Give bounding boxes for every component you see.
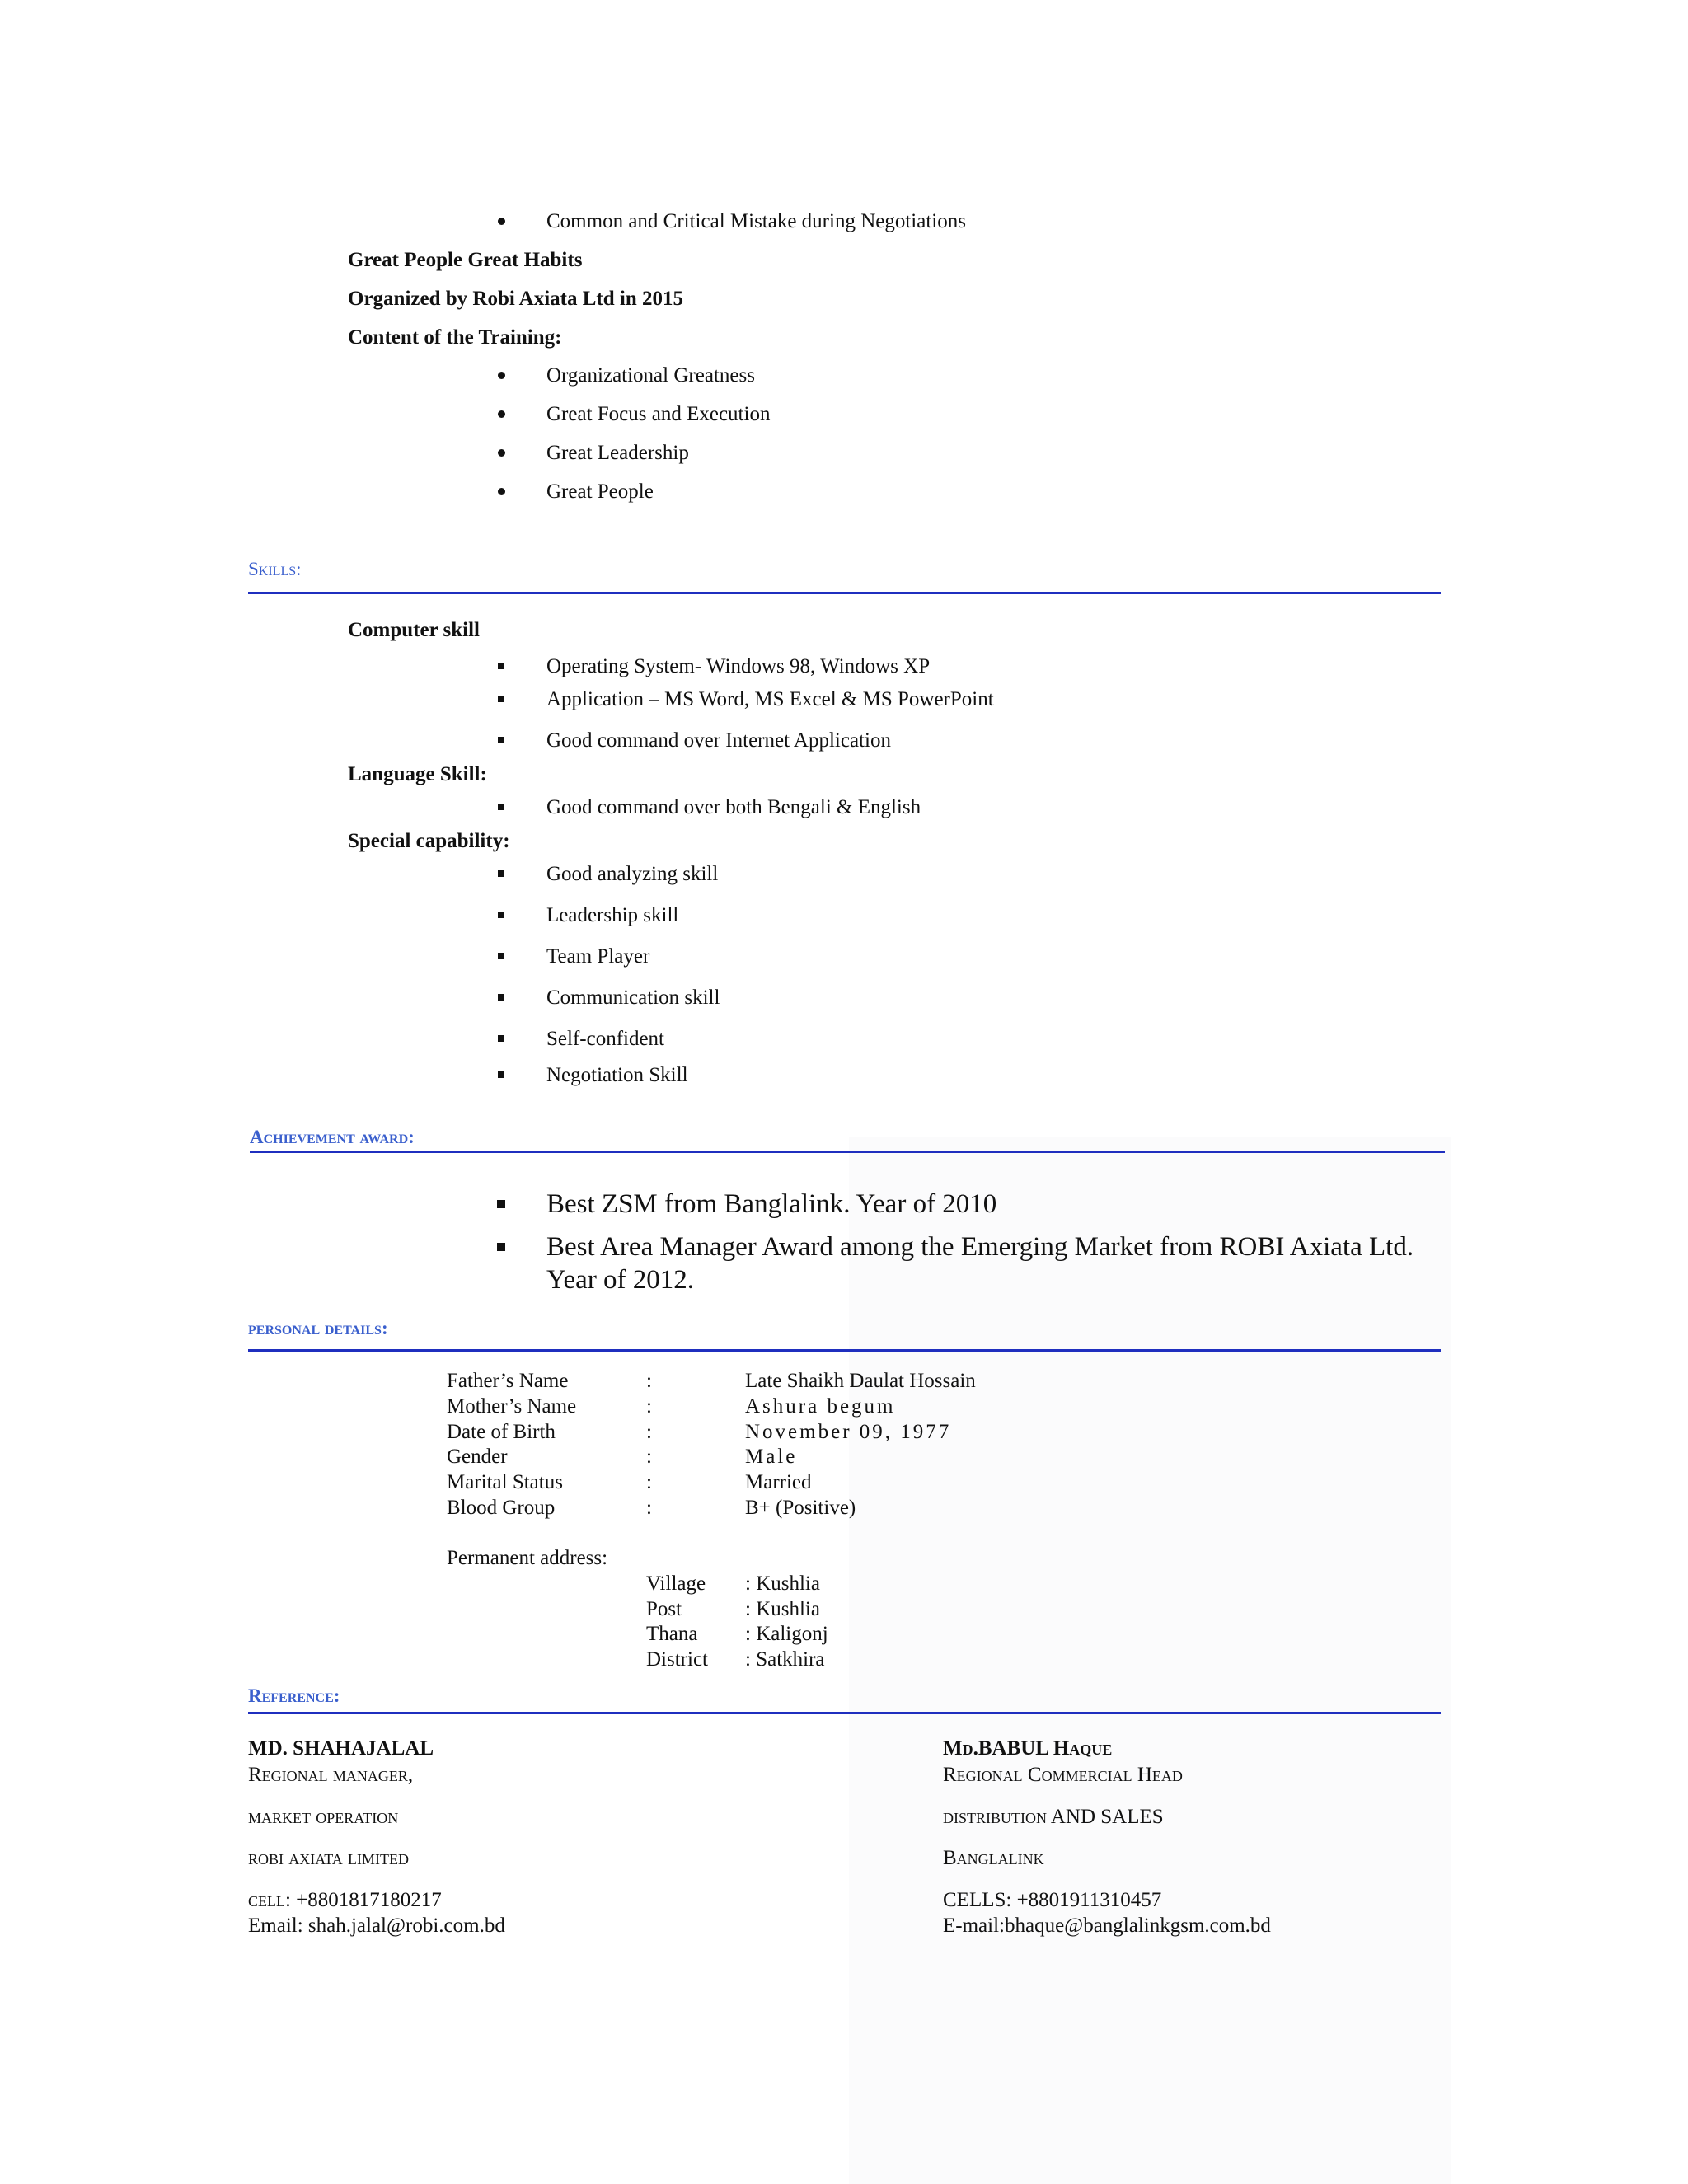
address-label-village: Village <box>646 1572 706 1595</box>
bullet-icon <box>498 449 505 457</box>
bullet-icon <box>498 410 505 418</box>
personal-details-heading: personal details: <box>248 1318 388 1338</box>
address-label-post: Post <box>646 1598 682 1620</box>
personal-label-dob: Date of Birth <box>447 1421 556 1443</box>
personal-value-blood: B+ (Positive) <box>745 1497 856 1519</box>
achievement-heading: Achievement award: <box>250 1127 415 1147</box>
reference-right-email: E-mail:bhaque@banglalinkgsm.com.bd <box>943 1915 1271 1937</box>
square-bullet-icon <box>498 737 504 743</box>
achievement-item: Best ZSM from Banglalink. Year of 2010 <box>546 1189 997 1219</box>
bullet-icon <box>498 218 505 225</box>
training-item: Great Leadership <box>546 442 689 464</box>
square-bullet-icon <box>498 696 504 702</box>
personal-separator: : <box>646 1446 652 1468</box>
computer-skill-item: Application – MS Word, MS Excel & MS PowerPoint <box>546 688 994 710</box>
personal-separator: : <box>646 1421 652 1443</box>
square-bullet-icon <box>498 912 504 918</box>
reference-left-org: robi axiata limited <box>248 1847 410 1869</box>
training-title: Great People Great Habits <box>348 249 583 271</box>
training-item: Organizational Greatness <box>546 364 755 387</box>
reference-left-name: MD. SHAHAJALAL <box>248 1737 434 1760</box>
computer-skill-label: Computer skill <box>348 619 480 641</box>
personal-label-mother: Mother’s Name <box>447 1395 577 1418</box>
square-bullet-icon <box>497 1200 505 1208</box>
square-bullet-icon <box>498 870 504 877</box>
address-value-thana: : Kaligonj <box>745 1623 828 1645</box>
personal-label-marital: Marital Status <box>447 1471 563 1493</box>
personal-separator: : <box>646 1395 652 1418</box>
computer-skill-item: Good command over Internet Application <box>546 729 891 752</box>
reference-heading: Reference: <box>248 1685 340 1706</box>
achievement-divider <box>250 1151 1445 1153</box>
permanent-address-label: Permanent address: <box>447 1547 608 1569</box>
special-capability-label: Special capability: <box>348 830 510 852</box>
special-capability-item: Team Player <box>546 945 650 968</box>
language-skill-item: Good command over both Bengali & English <box>546 796 921 818</box>
achievement-item: Best Area Manager Award among the Emerging Market from ROBI Axiata Ltd. <box>546 1232 1414 1262</box>
square-bullet-icon <box>497 1243 505 1251</box>
lower-background-panel <box>849 1137 1451 2184</box>
personal-label-blood: Blood Group <box>447 1497 556 1519</box>
square-bullet-icon <box>498 1071 504 1078</box>
reference-left-email: Email: shah.jalal@robi.com.bd <box>248 1915 505 1937</box>
reference-right-cell: CELLS: +8801911310457 <box>943 1889 1162 1911</box>
special-capability-item: Good analyzing skill <box>546 863 719 885</box>
training-content-label: Content of the Training: <box>348 326 562 349</box>
special-capability-item: Self-confident <box>546 1028 665 1050</box>
language-skill-label: Language Skill: <box>348 763 487 785</box>
personal-value-marital: Married <box>745 1471 812 1493</box>
skills-divider <box>248 592 1441 594</box>
reference-right-title: Regional Commercial Head <box>943 1764 1183 1786</box>
reference-right-dept: distribution AND SALES <box>943 1806 1164 1828</box>
special-capability-item: Communication skill <box>546 987 720 1009</box>
reference-right-org: Banglalink <box>943 1847 1044 1869</box>
personal-label-father: Father’s Name <box>447 1370 569 1392</box>
skills-heading: Skills: <box>248 559 302 579</box>
personal-value-mother: Ashura begum <box>745 1395 896 1418</box>
personal-separator: : <box>646 1471 652 1493</box>
reference-left-dept: market operation <box>248 1806 399 1828</box>
personal-label-gender: Gender <box>447 1446 508 1468</box>
address-value-village: : Kushlia <box>745 1572 820 1595</box>
special-capability-item: Leadership skill <box>546 904 679 926</box>
training-organizer: Organized by Robi Axiata Ltd in 2015 <box>348 288 683 310</box>
reference-left-cell: cell: +8801817180217 <box>248 1889 442 1911</box>
personal-separator: : <box>646 1370 652 1392</box>
square-bullet-icon <box>498 1035 504 1042</box>
training-prev-bullet: Common and Critical Mistake during Negotiations <box>546 210 966 232</box>
training-item: Great People <box>546 480 654 503</box>
bullet-icon <box>498 372 505 379</box>
achievement-item-continued: Year of 2012. <box>546 1265 695 1295</box>
personal-value-gender: Male <box>745 1446 798 1468</box>
personal-separator: : <box>646 1497 652 1519</box>
address-label-district: District <box>646 1648 708 1671</box>
bullet-icon <box>498 488 505 495</box>
personal-value-dob: November 09, 1977 <box>745 1421 952 1443</box>
personal-details-divider <box>248 1349 1441 1352</box>
address-value-post: : Kushlia <box>745 1598 820 1620</box>
square-bullet-icon <box>498 663 504 669</box>
reference-left-title: Regional manager, <box>248 1764 414 1786</box>
computer-skill-item: Operating System- Windows 98, Windows XP <box>546 655 931 677</box>
reference-right-name: Md.BABUL Haque <box>943 1737 1113 1760</box>
reference-divider <box>248 1712 1441 1714</box>
square-bullet-icon <box>498 804 504 810</box>
square-bullet-icon <box>498 953 504 959</box>
training-item: Great Focus and Execution <box>546 403 771 425</box>
address-label-thana: Thana <box>646 1623 698 1645</box>
address-value-district: : Satkhira <box>745 1648 825 1671</box>
special-capability-item: Negotiation Skill <box>546 1064 688 1086</box>
personal-value-father: Late Shaikh Daulat Hossain <box>745 1370 976 1392</box>
square-bullet-icon <box>498 994 504 1001</box>
